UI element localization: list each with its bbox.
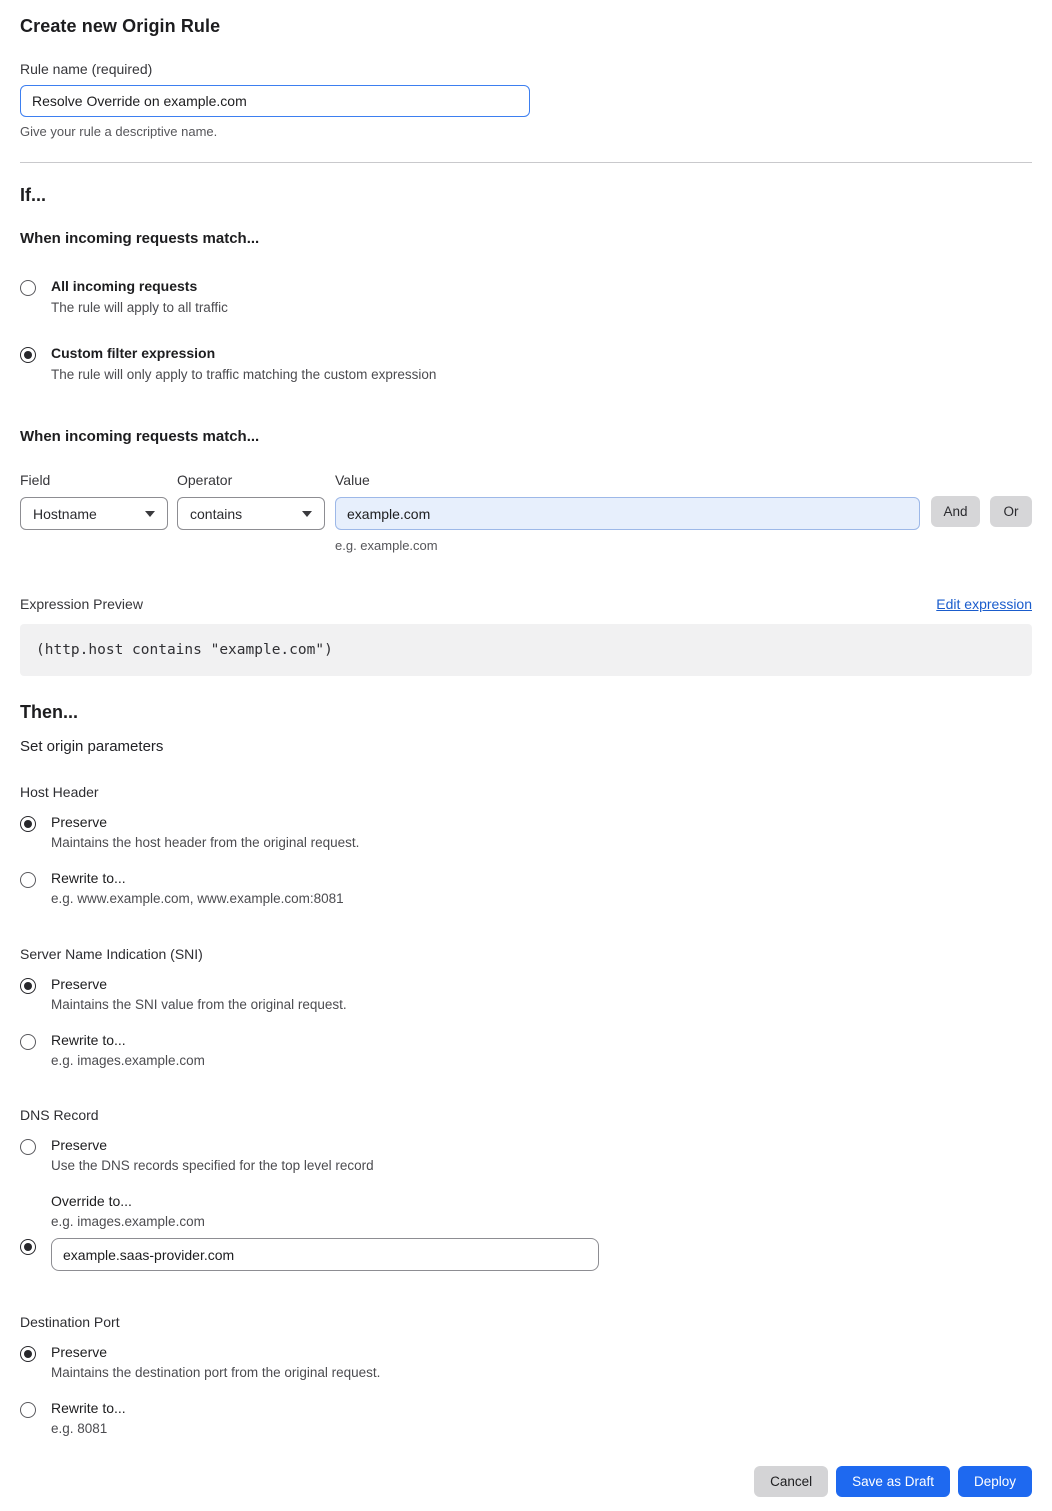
option-description: Maintains the destination port from the original request.	[51, 1365, 381, 1380]
dns-override-option[interactable]	[20, 1193, 1032, 1271]
custom-filter-expression-radio[interactable]	[20, 347, 36, 363]
edit-expression-link[interactable]: Edit expression	[936, 596, 1032, 612]
chevron-down-icon	[145, 511, 155, 517]
expression-builder-row	[20, 472, 1032, 553]
and-button[interactable]: And	[931, 496, 980, 527]
expression-preview-box	[20, 624, 1032, 676]
if-match-heading: When incoming requests match...	[20, 230, 260, 247]
chevron-down-icon	[302, 511, 312, 517]
expression-preview-label: Expression Preview	[20, 596, 143, 612]
destination-port-label: Destination Port	[20, 1314, 120, 1330]
rule-name-block	[20, 61, 1032, 139]
host-header-rewrite-radio[interactable]	[20, 872, 36, 888]
cancel-button[interactable]: Cancel	[754, 1466, 828, 1497]
option-label: Rewrite to...	[51, 870, 126, 886]
field-label: Field	[20, 472, 51, 488]
set-origin-parameters-label: Set origin parameters	[20, 738, 164, 755]
field-select-value: Hostname	[33, 505, 97, 522]
expression-builder-heading: When incoming requests match...	[20, 428, 260, 445]
sni-rewrite-option[interactable]	[20, 1032, 1032, 1068]
option-description: e.g. 8081	[51, 1421, 108, 1436]
option-label: Custom filter expression	[51, 345, 216, 361]
then-heading: Then...	[20, 702, 78, 722]
expression-preview-header	[20, 596, 1032, 612]
dns-override-input[interactable]	[51, 1238, 599, 1271]
deploy-button[interactable]: Deploy	[958, 1466, 1032, 1497]
all-incoming-requests-radio[interactable]	[20, 280, 36, 296]
option-label: All incoming requests	[51, 278, 198, 294]
host-header-preserve-option[interactable]	[20, 814, 1032, 850]
option-description: Maintains the SNI value from the original request.	[51, 997, 347, 1012]
option-description: e.g. www.example.com, www.example.com:8081	[51, 891, 344, 906]
expression-code: (http.host contains "example.com")	[36, 642, 333, 658]
option-description: The rule will only apply to traffic matching the custom expression	[51, 367, 437, 382]
sni-label: Server Name Indication (SNI)	[20, 946, 203, 962]
option-label: Preserve	[51, 814, 108, 830]
option-description: e.g. images.example.com	[51, 1053, 205, 1068]
dns-override-radio[interactable]	[20, 1239, 36, 1255]
operator-select[interactable]	[177, 497, 325, 530]
section-divider	[20, 162, 1032, 163]
option-label: Preserve	[51, 1137, 108, 1153]
host-header-preserve-radio[interactable]	[20, 816, 36, 832]
page-title: Create new Origin Rule	[20, 16, 221, 36]
dns-preserve-option[interactable]	[20, 1137, 1032, 1173]
option-label: Preserve	[51, 1344, 108, 1360]
host-header-label: Host Header	[20, 784, 99, 800]
option-description: Use the DNS records specified for the top level record	[51, 1158, 374, 1173]
footer-actions	[20, 1436, 1032, 1497]
rule-name-help: Give your rule a descriptive name.	[20, 124, 218, 139]
save-as-draft-button[interactable]: Save as Draft	[836, 1466, 950, 1497]
destination-port-rewrite-option[interactable]	[20, 1400, 1032, 1436]
destination-port-preserve-radio[interactable]	[20, 1346, 36, 1362]
option-all-incoming-requests[interactable]	[20, 278, 1032, 315]
value-input[interactable]	[335, 497, 920, 530]
option-label: Override to...	[51, 1193, 132, 1209]
option-custom-filter-expression[interactable]	[20, 345, 1032, 382]
host-header-rewrite-option[interactable]	[20, 870, 1032, 906]
option-label: Rewrite to...	[51, 1032, 126, 1048]
option-label: Rewrite to...	[51, 1400, 126, 1416]
option-description: e.g. images.example.com	[51, 1214, 205, 1229]
option-label: Preserve	[51, 976, 108, 992]
if-heading: If...	[20, 185, 46, 205]
rule-name-input[interactable]	[20, 85, 530, 117]
sni-preserve-radio[interactable]	[20, 978, 36, 994]
sni-rewrite-radio[interactable]	[20, 1034, 36, 1050]
sni-preserve-option[interactable]	[20, 976, 1032, 1012]
dns-preserve-radio[interactable]	[20, 1139, 36, 1155]
destination-port-rewrite-radio[interactable]	[20, 1402, 36, 1418]
field-select[interactable]	[20, 497, 168, 530]
destination-port-preserve-option[interactable]	[20, 1344, 1032, 1380]
rule-name-label: Rule name (required)	[20, 61, 153, 77]
value-help: e.g. example.com	[335, 538, 438, 553]
or-button[interactable]: Or	[990, 496, 1032, 527]
option-description: Maintains the host header from the original request.	[51, 835, 360, 850]
value-label: Value	[335, 472, 370, 488]
operator-label: Operator	[177, 472, 233, 488]
operator-select-value: contains	[190, 505, 243, 522]
dns-record-label: DNS Record	[20, 1107, 99, 1123]
option-description: The rule will apply to all traffic	[51, 300, 228, 315]
